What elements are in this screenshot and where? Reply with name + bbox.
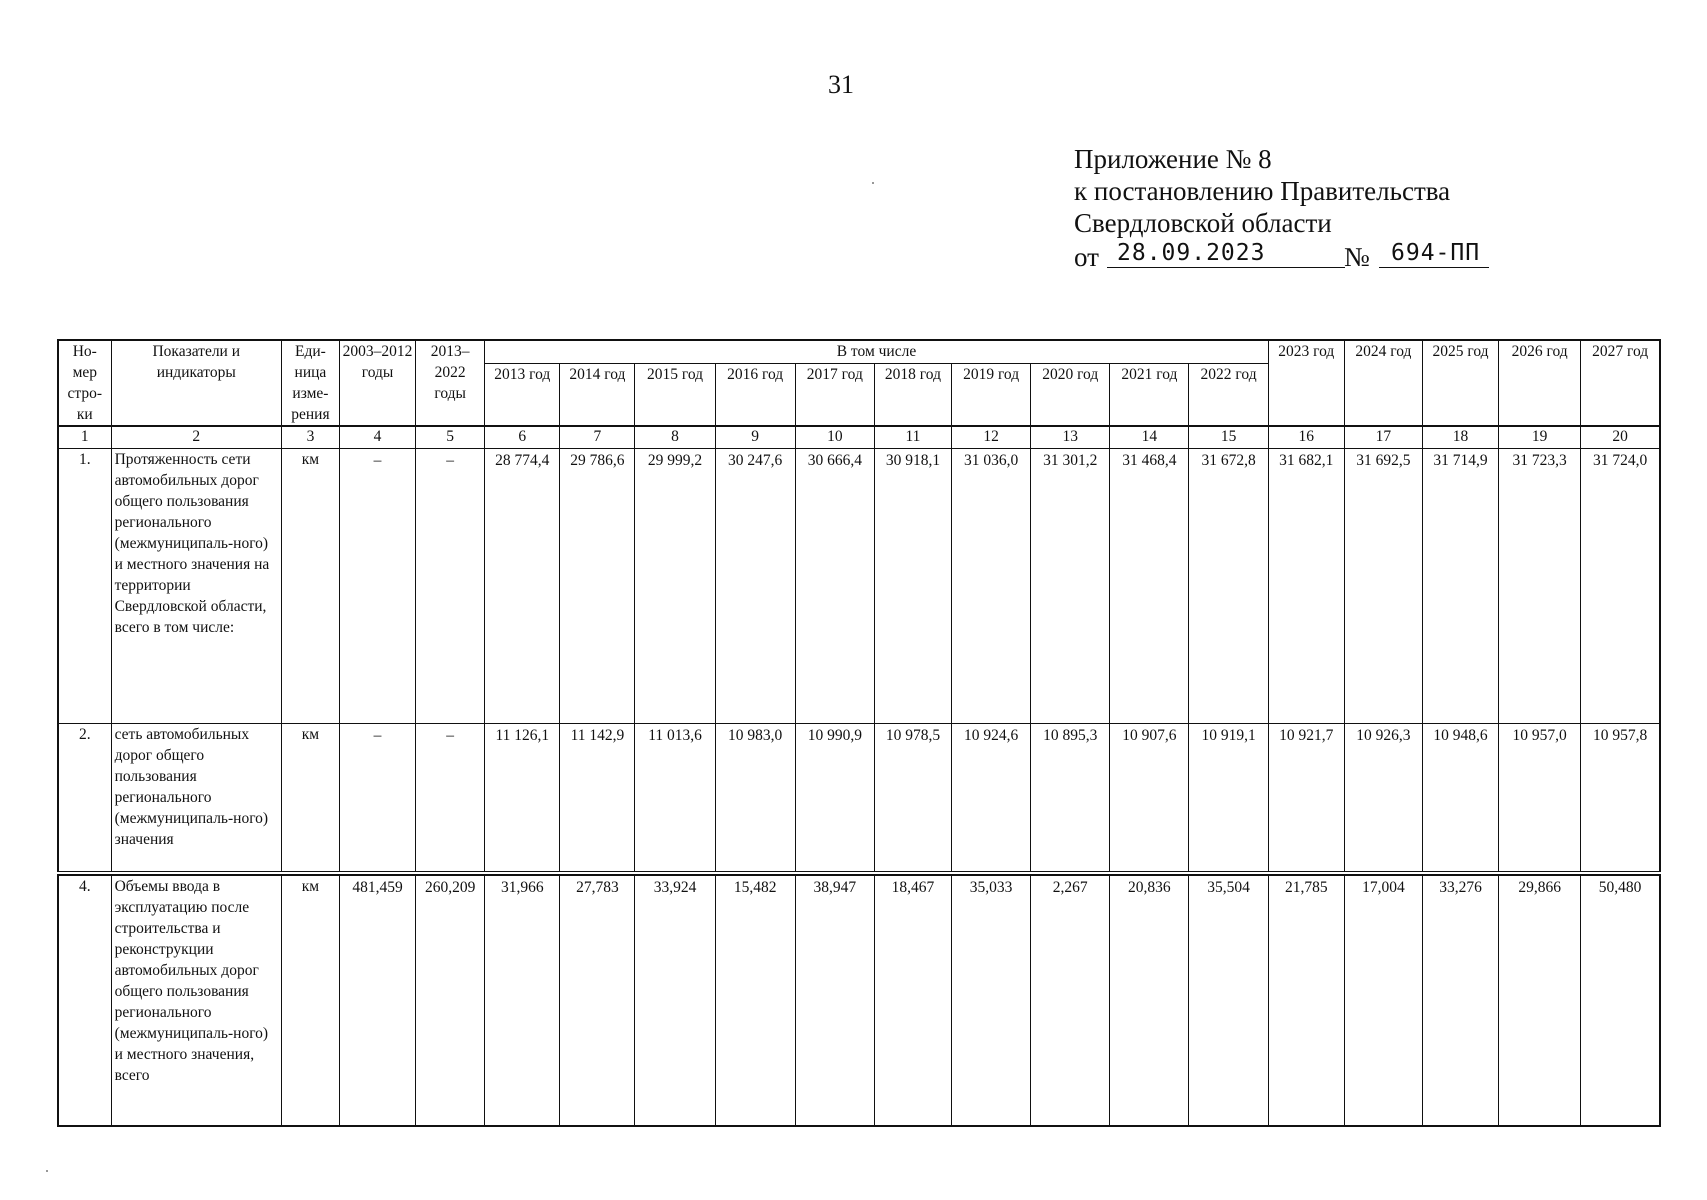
row-unit: км: [281, 875, 339, 1126]
row-value: 260,209: [416, 875, 485, 1126]
column-numbers-row: [58, 426, 1660, 448]
header-year: 2014 год: [560, 363, 635, 426]
row-value: 31,966: [485, 875, 560, 1126]
row-value: 10 919,1: [1189, 723, 1268, 871]
header-period-2003-2012: 2003–2012 годы: [339, 340, 415, 426]
row-value: 29,866: [1499, 875, 1581, 1126]
row-unit: км: [281, 448, 339, 723]
row-value: 10 921,7: [1268, 723, 1344, 871]
column-number: 12: [952, 426, 1031, 448]
annex-title: Приложение № 8: [1074, 144, 1272, 174]
header-year: 2021 год: [1110, 363, 1189, 426]
row-value: 33,276: [1422, 875, 1498, 1126]
row-unit: км: [281, 723, 339, 871]
header-year: 2013 год: [485, 363, 560, 426]
row-value: 35,504: [1189, 875, 1268, 1126]
header-including: В том числе: [485, 340, 1269, 363]
column-number: 9: [715, 426, 795, 448]
annex-line-region: Свердловской области: [1074, 208, 1332, 238]
row-value: 38,947: [795, 875, 874, 1126]
row-value: 481,459: [339, 875, 415, 1126]
row-value: 35,033: [952, 875, 1031, 1126]
scan-speck: [46, 1170, 48, 1172]
row-value: 10 924,6: [952, 723, 1031, 871]
column-number: 4: [339, 426, 415, 448]
row-value: 28 774,4: [485, 448, 560, 723]
header-unit: Еди-ница изме-рения: [281, 340, 339, 426]
row-number: 2.: [58, 723, 111, 871]
row-indicator: Протяженность сети автомобильных дорог общего пользования регионального (межмуниципаль-ного) и местного значения на территории Свердловской области, всего в том числе:: [111, 448, 281, 723]
row-indicator: Объемы ввода в эксплуатацию после строительства и реконструкции автомобильных дорог общего пользования регионального (межмуниципаль-ного) и местного значения, всего: [111, 875, 281, 1126]
row-value: 50,480: [1581, 875, 1660, 1126]
column-number: 3: [281, 426, 339, 448]
from-label: от: [1074, 242, 1099, 272]
header-year: 2016 год: [715, 363, 795, 426]
scan-speck: [872, 182, 874, 184]
row-value: 10 978,5: [874, 723, 951, 871]
row-value: 10 907,6: [1110, 723, 1189, 871]
row-value: 29 999,2: [635, 448, 715, 723]
column-number: 17: [1344, 426, 1422, 448]
row-indicator: сеть автомобильных дорог общего пользования регионального (межмуниципаль-ного) значения: [111, 723, 281, 871]
column-number: 13: [1031, 426, 1110, 448]
header-indicators: Показатели и индикаторы: [111, 340, 281, 426]
row-value: 15,482: [715, 875, 795, 1126]
row-number: 4.: [58, 875, 111, 1126]
column-number: 16: [1268, 426, 1344, 448]
header-year: 2023 год: [1268, 340, 1344, 426]
row-value: –: [416, 723, 485, 871]
row-value: 11 126,1: [485, 723, 560, 871]
table-row: [58, 875, 1660, 1126]
row-value: 10 926,3: [1344, 723, 1422, 871]
annex-line-resolution: к постановлению Правительства: [1074, 176, 1451, 206]
table-row: [58, 723, 1660, 871]
column-number: 2: [111, 426, 281, 448]
column-number: 20: [1581, 426, 1660, 448]
row-value: 10 990,9: [795, 723, 874, 871]
header-year: 2027 год: [1581, 340, 1660, 426]
row-value: 31 301,2: [1031, 448, 1110, 723]
header-period-2013-2022: 2013–2022 годы: [416, 340, 485, 426]
column-number: 11: [874, 426, 951, 448]
header-year: 2018 год: [874, 363, 951, 426]
column-number: 14: [1110, 426, 1189, 448]
row-value: 30 247,6: [715, 448, 795, 723]
row-number: 1.: [58, 448, 111, 723]
row-value: 18,467: [874, 875, 951, 1126]
row-value: 27,783: [560, 875, 635, 1126]
row-value: 10 957,8: [1581, 723, 1660, 871]
row-value: 17,004: [1344, 875, 1422, 1126]
row-value: 21,785: [1268, 875, 1344, 1126]
header-year: 2019 год: [952, 363, 1031, 426]
row-value: 11 013,6: [635, 723, 715, 871]
row-value: –: [339, 723, 415, 871]
row-value: 10 948,6: [1422, 723, 1498, 871]
row-value: 33,924: [635, 875, 715, 1126]
row-value: 31 672,8: [1189, 448, 1268, 723]
annex-header: [1074, 143, 1481, 275]
row-value: 31 036,0: [952, 448, 1031, 723]
row-value: 29 786,6: [560, 448, 635, 723]
row-value: 30 666,4: [795, 448, 874, 723]
row-value: 31 723,3: [1499, 448, 1581, 723]
header-year: 2022 год: [1189, 363, 1268, 426]
table-row: [58, 448, 1660, 723]
resolution-date: 28.09.2023: [1107, 239, 1345, 268]
row-value: 31 724,0: [1581, 448, 1660, 723]
header-year: 2025 год: [1422, 340, 1498, 426]
row-value: –: [416, 448, 485, 723]
column-number: 19: [1499, 426, 1581, 448]
row-value: 11 142,9: [560, 723, 635, 871]
header-year: 2017 год: [795, 363, 874, 426]
row-value: 31 468,4: [1110, 448, 1189, 723]
header-row-number: Но-мер стро-ки: [58, 340, 111, 426]
row-value: 31 714,9: [1422, 448, 1498, 723]
row-value: 20,836: [1110, 875, 1189, 1126]
row-value: 10 895,3: [1031, 723, 1110, 871]
row-value: 31 682,1: [1268, 448, 1344, 723]
annex-date-row: [1074, 239, 1481, 275]
column-number: 1: [58, 426, 111, 448]
row-value: 10 983,0: [715, 723, 795, 871]
column-number: 10: [795, 426, 874, 448]
column-number: 8: [635, 426, 715, 448]
column-number: 6: [485, 426, 560, 448]
header-year: 2024 год: [1344, 340, 1422, 426]
row-value: 2,267: [1031, 875, 1110, 1126]
header-year: 2026 год: [1499, 340, 1581, 426]
header-year: 2015 год: [635, 363, 715, 426]
column-number: 18: [1422, 426, 1498, 448]
column-number: 15: [1189, 426, 1268, 448]
row-value: 10 957,0: [1499, 723, 1581, 871]
column-number: 5: [416, 426, 485, 448]
resolution-number: 694-ПП: [1379, 239, 1489, 268]
row-value: –: [339, 448, 415, 723]
number-label: №: [1344, 242, 1370, 272]
header-year: 2020 год: [1031, 363, 1110, 426]
page-number: 31: [828, 70, 854, 99]
row-value: 31 692,5: [1344, 448, 1422, 723]
column-number: 7: [560, 426, 635, 448]
indicators-table: [57, 339, 1661, 1127]
row-value: 30 918,1: [874, 448, 951, 723]
